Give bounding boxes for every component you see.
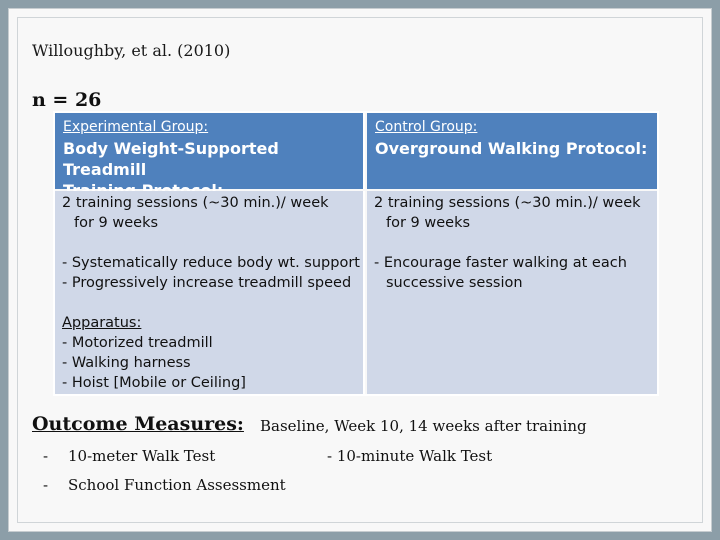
outcome-timing: Baseline, Week 10, 14 weeks after training: [260, 417, 587, 435]
experimental-sessions-line2: for 9 weeks: [74, 215, 159, 231]
sample-size-label: n = 26: [32, 89, 102, 111]
slide: [8, 8, 712, 532]
apparatus-label: Apparatus:: [62, 315, 142, 331]
measure-item: School Function Assessment: [68, 476, 286, 494]
experimental-title-line1: Body Weight-Supported Treadmill: [63, 139, 279, 179]
citation: Willoughby, et al. (2010): [32, 41, 231, 60]
measure-dash: -: [43, 476, 49, 494]
experimental-header-cell: [55, 113, 365, 189]
experimental-body-cell: [55, 191, 365, 394]
measure-item: 10-meter Walk Test: [68, 447, 216, 465]
control-group-label: Control Group:: [375, 119, 478, 135]
protocol-table: [53, 111, 659, 396]
control-sessions-line2: for 9 weeks: [386, 215, 471, 231]
control-header-cell: [367, 113, 657, 189]
control-sessions-line1: 2 training sessions (~30 min.)/ week: [374, 195, 641, 211]
apparatus-item: - Motorized treadmill: [62, 335, 213, 351]
measure-item-right: - 10-minute Walk Test: [327, 447, 493, 465]
experimental-group-label: Experimental Group:: [63, 119, 209, 135]
control-bullet-1-line1: - Encourage faster walking at each: [374, 255, 627, 271]
experimental-bullet-1: - Systematically reduce body wt. support: [62, 255, 360, 271]
apparatus-item: - Hoist [Mobile or Ceiling]: [62, 375, 246, 391]
control-body-cell: [367, 191, 657, 394]
control-title-line1: Overground Walking Protocol:: [375, 139, 648, 158]
measure-dash: -: [43, 447, 49, 465]
outcome-measures-heading: Outcome Measures:: [32, 413, 244, 435]
control-bullet-1-line2: successive session: [386, 275, 523, 291]
apparatus-item: - Walking harness: [62, 355, 191, 371]
experimental-sessions-line1: 2 training sessions (~30 min.)/ week: [62, 195, 329, 211]
experimental-bullet-2: - Progressively increase treadmill speed: [62, 275, 352, 291]
